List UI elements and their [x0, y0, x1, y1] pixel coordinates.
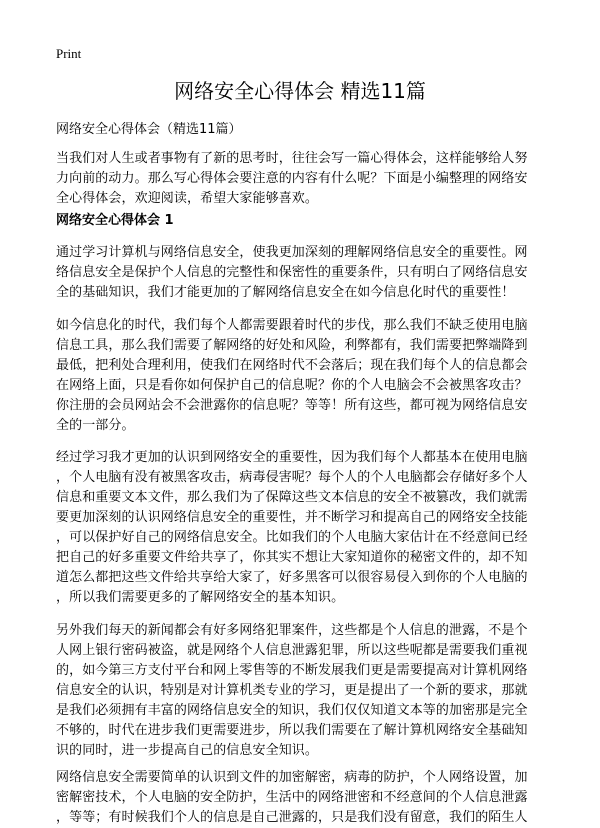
body-paragraph	[56, 448, 550, 608]
subtitle: 网络安全心得体会（精选11篇）	[56, 122, 242, 137]
paragraph-line: 人网上银行密码被盗，就是网络个人信息泄露犯罪，所以这些呢都是需要我们重视	[56, 643, 528, 658]
paragraph-line: 络信息安全是保护个人信息的完整性和保密性的重要条件，只有明白了网络信息安	[56, 265, 528, 280]
paragraph-line: 网络信息安全需要简单的认识到文件的加密解密，病毒的防护，个人网络设置，加	[56, 770, 528, 785]
paragraph-line: 全的基础知识，我们才能更加的了解网络信息安全在如今信息化时代的重要性！	[56, 285, 515, 300]
paragraph-line: 在网络上面，只是看你如何保护自己的信息呢？你的个人电脑会不会被黑客攻击？	[56, 378, 528, 393]
paragraph-line: 全的一部分。	[56, 418, 135, 433]
body-paragraph	[56, 316, 550, 436]
paragraph-line: 把自己的好多重要文件给共享了，你其实不想让大家知道你的秘密文件的，却不知	[56, 550, 528, 565]
paragraph-line: 识的同时，进一步提高自己的信息安全知识。	[56, 743, 319, 758]
paragraph-line: 另外我们每天的新闻都会有好多网络犯罪案件，这些都是个人信息的泄露，不是个	[56, 623, 528, 638]
paragraph-line: 信息和重要文本文件，那么我们为了保障这些文本信息的安全不被篡改，我们就需	[56, 490, 528, 505]
paragraph-line: ，个人电脑有没有被黑客攻击，病毒侵害呢？每个人的个人电脑都会存储好多个人	[56, 470, 528, 485]
paragraph-line: 最低，把利处合理利用，使我们在网络时代不会落后；现在我们每个人的信息都会	[56, 358, 528, 373]
paragraph-line: 是我们必须拥有丰富的网络信息安全的知识，我们仅仅知道文本等的加密那是完全	[56, 703, 528, 718]
paragraph-line: 通过学习计算机与网络信息安全，使我更加深刻的理解网络信息安全的重要性。网	[56, 245, 528, 260]
section-heading: 网络安全心得体会 1	[56, 213, 174, 228]
print-link[interactable]: Print	[56, 46, 82, 61]
paragraph-line: 力向前的动力。那么写心得体会要注意的内容有什么呢？下面是小编整理的网络安	[56, 171, 528, 186]
page-title: 网络安全心得体会 精选11篇	[174, 79, 426, 103]
body-paragraph	[56, 621, 550, 761]
paragraph-line: 不够的，时代在进步我们更需要进步，所以我们需要在了解计算机网络安全基础知	[56, 723, 528, 738]
paragraph-line: 当我们对人生或者事物有了新的思考时，往往会写一篇心得体会，这样能够给人努	[56, 151, 528, 166]
paragraph-line: ，等等；有时候我们个人的信息是自己泄露的，只是我们没有留意，我们的陌生人	[56, 810, 528, 825]
paragraph-line: 如今信息化的时代，我们每个人都需要跟着时代的步伐，那么我们不缺乏使用电脑	[56, 318, 528, 333]
paragraph-line: 的，如今第三方支付平台和网上零售等的不断发展我们更是需要提高对计算机网络	[56, 663, 528, 678]
paragraph-line: 密解密技术，个人电脑的安全防护，生活中的网络泄密和不经意间的个人信息泄露	[56, 790, 528, 805]
paragraph-line: 你注册的会员网站会不会泄露你的信息呢？等等！所有这些，都可视为网络信息安	[56, 398, 528, 413]
paragraph-line: 全心得体会，欢迎阅读，希望大家能够喜欢。	[56, 191, 319, 206]
paragraph-line: ，所以我们需要更多的了解网络安全的基本知识。	[56, 590, 345, 605]
paragraph-line: 经过学习我才更加的认识到网络安全的重要性，因为我们每个人都基本在使用电脑	[56, 450, 528, 465]
paragraph-line: 信息工具，那么我们需要了解网络的好处和风险，利弊都有，我们需要把弊端降到	[56, 338, 528, 353]
paragraph-line: 信息安全的认识，特别是对计算机类专业的学习，更是提出了一个新的要求，那就	[56, 683, 528, 698]
paragraph-line: ，可以保护好自己的网络信息安全。比如我们的个人电脑大家估计在不经意间已经	[56, 530, 528, 545]
body-paragraph	[56, 768, 550, 828]
paragraph-line: 道怎么都把这些文件给共享给大家了，好多黑客可以很容易侵入到你的个人电脑的	[56, 570, 528, 585]
paragraph-line: 要更加深刻的认识网络信息安全的重要性，并不断学习和提高自己的网络安全技能	[56, 510, 528, 525]
intro-paragraph	[56, 149, 550, 209]
body-paragraph	[56, 243, 550, 303]
